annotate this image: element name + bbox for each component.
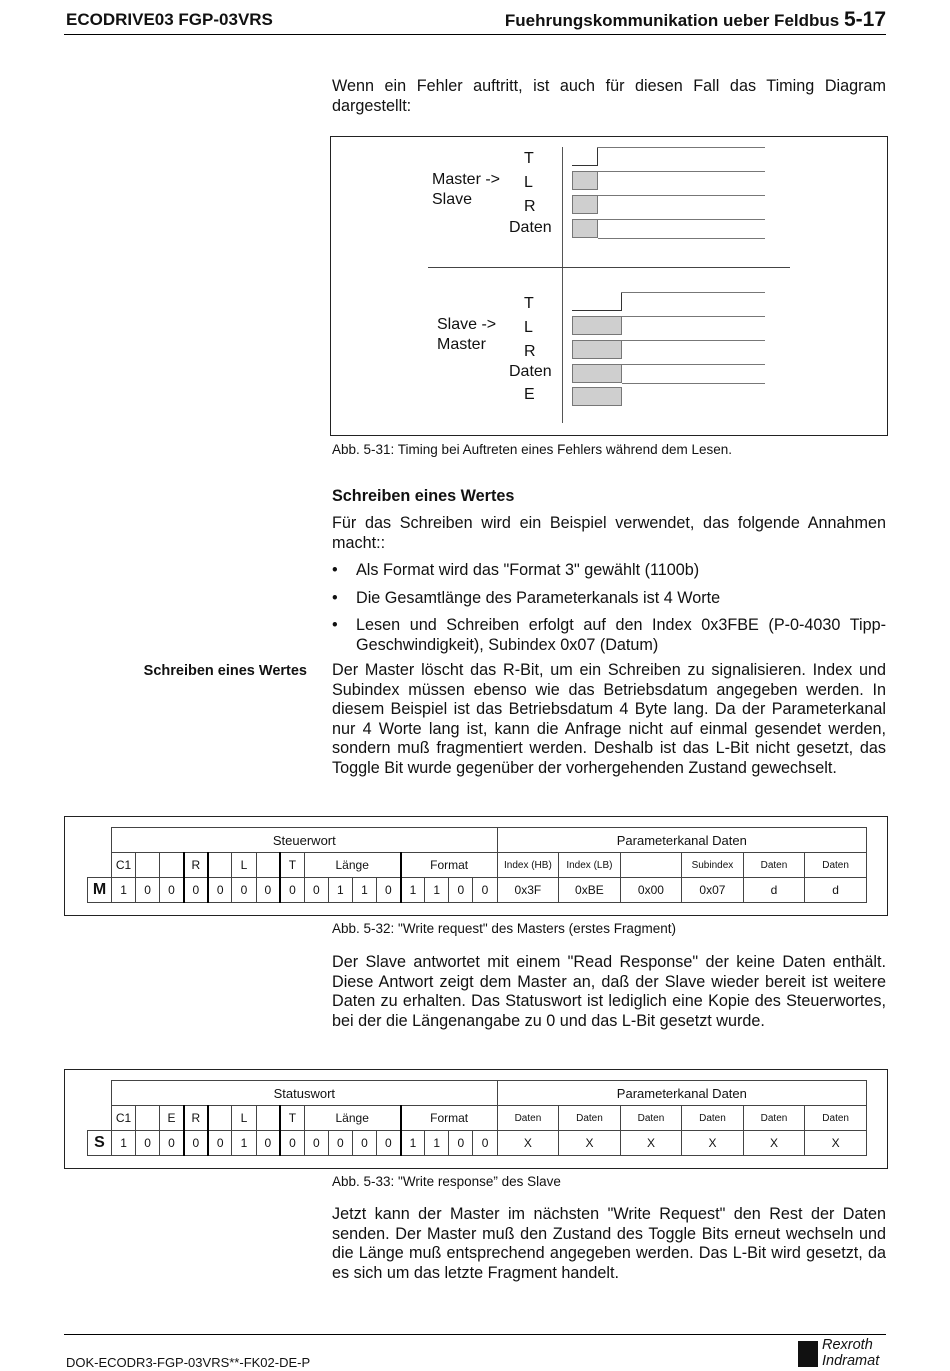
bit-value: 0 [136,1131,160,1156]
r-line-master [598,195,765,196]
bit-label [256,853,280,878]
daten-bottom-slave [622,383,765,384]
bit-label [208,1106,232,1131]
t-edge-slave [621,292,622,311]
bit-value: 0 [160,878,184,903]
chapter-title-text: Fuehrungskommunikation ueber Feldbus [504,11,840,30]
bit-value: 1 [232,1131,256,1156]
bit-value: 0 [256,1131,280,1156]
signal-r-master: R [524,198,536,215]
bullet-dot: • [332,589,338,607]
l-line-slave [622,316,765,317]
bit-label-laenge: Länge [304,1106,400,1131]
bit-value: 0 [256,878,280,903]
bit-value: 1 [425,878,449,903]
bit-label-format: Format [401,1106,498,1131]
figure-caption-31: Abb. 5-31: Timing bei Auftreten eines Fehlers während dem Lesen. [332,442,732,457]
group-header-right: Parameterkanal Daten [497,1081,866,1106]
bullet-dot: • [332,616,338,634]
param-value: 0x07 [682,878,744,903]
l-block-slave [572,316,622,335]
param-label: Daten [805,853,867,878]
r-line-slave [622,340,765,341]
bit-value: 1 [328,878,352,903]
t-low-slave [572,310,621,311]
daten-line-master [598,219,765,220]
param-value: X [559,1131,621,1156]
signal-l-slave: L [524,319,533,336]
param-label: Index (LB) [559,853,621,878]
timing-diagram [330,136,888,436]
bit-label [160,853,184,878]
row-label: S [88,1131,112,1156]
slave-table [87,1080,867,1156]
corner-cell [88,828,112,853]
param-value: 0x00 [620,878,682,903]
signal-l-master: L [524,174,533,191]
register-table-slave [64,1069,888,1169]
param-value: X [682,1131,744,1156]
document-number: DOK-ECODR3-FGP-03VRS**-FK02-DE-P [66,1355,311,1370]
slave-paragraph: Der Slave antwortet mit einem "Read Response" der keine Daten enthält. Diese Antwort zeigt dem Master an, daß der Slave wieder bereit ist weitere Daten zu erhalten. Das Statuswort ist lediglich eine Kopie des Steuerwortes, bei der die Längenangabe zu 0 und das L-Bit gesetzt wurde. [332,953,886,1030]
param-label [620,853,682,878]
corner-cell [88,1106,112,1131]
r-block-slave [572,340,622,359]
logo-line-2: Indramat [822,1353,880,1369]
master-label-2: Slave [432,191,473,208]
group-header-left: Steuerwort [112,828,498,853]
bit-label: T [280,1106,304,1131]
bit-value: 0 [352,1131,376,1156]
page-number: 5-17 [843,8,886,31]
bit-label [208,853,232,878]
register-table-master [64,816,888,916]
bit-value: 0 [304,878,328,903]
logo-line-1: Rexroth [822,1337,873,1353]
intro-paragraph: Wenn ein Fehler auftritt, ist auch für diesen Fall das Timing Diagram dargestellt: [332,77,886,115]
bit-value: 0 [449,1131,473,1156]
bit-value: 0 [280,1131,304,1156]
bit-value: 0 [136,878,160,903]
bit-value: 0 [328,1131,352,1156]
param-label: Daten [743,853,805,878]
l-block-master [572,171,598,190]
bullet-text: Lesen und Schreiben erfolgt auf den Index 0x3FBE (P-0-4030 Tipp-Geschwindigkeit), Subindex 0x07 (Datum) [356,616,886,654]
bit-value: 0 [449,878,473,903]
bit-label: R [184,853,208,878]
bit-label: E [160,1106,184,1131]
figure-caption-32: Abb. 5-32: "Write request" des Masters (erstes Fragment) [332,921,676,936]
bit-value: 1 [401,1131,425,1156]
param-label: Daten [682,1106,744,1131]
param-value: d [743,878,805,903]
daten-bottom-master [598,238,765,239]
bullet-item [332,616,886,656]
param-value: X [743,1131,805,1156]
param-label: Subindex [682,853,744,878]
bit-value: 0 [377,1131,401,1156]
l-line-master [598,171,765,172]
footer-rule [64,1334,886,1335]
bit-value: 1 [112,878,136,903]
daten-block-slave [572,364,622,383]
bit-label: L [232,1106,256,1131]
group-header-left: Statuswort [112,1081,498,1106]
signal-t-slave: T [524,295,534,312]
param-label: Daten [805,1106,867,1131]
bit-value: 0 [377,878,401,903]
bit-value: 1 [401,878,425,903]
bit-label [136,853,160,878]
bullet-text: Die Gesamtlänge des Parameterkanals ist 4 Worte [356,589,721,607]
bit-label: R [184,1106,208,1131]
document-id: ECODRIVE03 FGP-03VRS [66,10,273,29]
param-value: 0x3F [497,878,559,903]
bit-value: 0 [473,878,497,903]
param-label: Daten [620,1106,682,1131]
slave-label-1: Slave -> [437,316,497,333]
final-paragraph: Jetzt kann der Master im nächsten "Write Request" den Rest der Daten senden. Der Master muß den Zustand des Toggle Bits erneut wechseln und die Länge muß entsprechend angegeben werden. Das L-Bit wird gesetzt, da es sich um das letzte Fragment handelt. [332,1205,886,1282]
rexroth-logo [798,1337,888,1371]
bit-value: 1 [112,1131,136,1156]
param-value: X [805,1131,867,1156]
logo-mark-icon [798,1341,818,1367]
bit-value: 0 [184,1131,208,1156]
signal-t-master: T [524,150,534,167]
bit-value: 0 [304,1131,328,1156]
section-heading: Schreiben eines Wertes [332,487,515,505]
t-low-master [572,165,597,166]
margin-label: Schreiben eines Wertes [143,663,307,679]
bullet-dot: • [332,561,338,579]
signal-r-slave: R [524,343,536,360]
axis-horizontal [428,267,790,268]
bit-label: T [280,853,304,878]
bit-label [256,1106,280,1131]
t-high-master [597,147,765,148]
bullet-item [332,589,886,609]
param-label: Daten [559,1106,621,1131]
t-edge-master [597,147,598,166]
bit-value: 0 [208,1131,232,1156]
master-table [87,827,867,903]
signal-daten-master: Daten [509,219,552,236]
bit-value: 0 [280,878,304,903]
r-block-master [572,195,598,214]
param-value: d [805,878,867,903]
bit-value: 0 [208,878,232,903]
signal-e-slave: E [524,386,535,403]
slave-label-2: Master [437,336,486,353]
chapter-title [505,8,886,32]
param-label: Daten [497,1106,559,1131]
axis-vertical [562,147,563,423]
bit-label-format: Format [401,853,498,878]
daten-block-master [572,219,598,238]
bit-label-laenge: Länge [304,853,400,878]
bullet-item [332,561,886,581]
bit-label: L [232,853,256,878]
master-label-1: Master -> [432,171,501,188]
bit-value: 0 [232,878,256,903]
corner-cell [88,1081,112,1106]
figure-caption-33: Abb. 5-33: "Write response” des Slave [332,1174,561,1189]
header-rule [64,34,886,35]
section-intro: Für das Schreiben wird ein Beispiel verwendet, das folgende Annahmen macht:: [332,514,886,552]
bit-value: 0 [184,878,208,903]
param-label: Daten [743,1106,805,1131]
param-value: X [620,1131,682,1156]
bit-value: 1 [425,1131,449,1156]
t-high-slave [621,292,765,293]
daten-line-slave [622,364,765,365]
group-header-right: Parameterkanal Daten [497,828,866,853]
bit-value: 1 [352,878,376,903]
bit-label: C1 [112,1106,136,1131]
param-value: 0xBE [559,878,621,903]
signal-daten-slave: Daten [509,363,552,380]
bit-label: C1 [112,853,136,878]
param-label: Index (HB) [497,853,559,878]
bit-value: 0 [160,1131,184,1156]
bullet-text: Als Format wird das "Format 3" gewählt (1100b) [356,561,700,579]
bit-value: 0 [473,1131,497,1156]
row-label: M [88,878,112,903]
bit-label [136,1106,160,1131]
e-block-slave [572,387,622,406]
write-paragraph: Der Master löscht das R-Bit, um ein Schreiben zu signalisieren. Index und Subindex müssen ebenso wie das Betriebsdatum angegeben werden. In diesem Beispiel ist das Betriebsdatum 4 Byte lang. Da der Parameterkanal nur 4 Worte lang ist, kann die Anfrage nicht auf einmal gesendet werden, sondern muß fragmentiert werden. Deshalb ist das L-Bit nicht gesetzt, das Toggle Bit wurde gegenüber der vorhergehenden Zustand gewechselt. [332,661,886,777]
corner-cell [88,853,112,878]
param-value: X [497,1131,559,1156]
